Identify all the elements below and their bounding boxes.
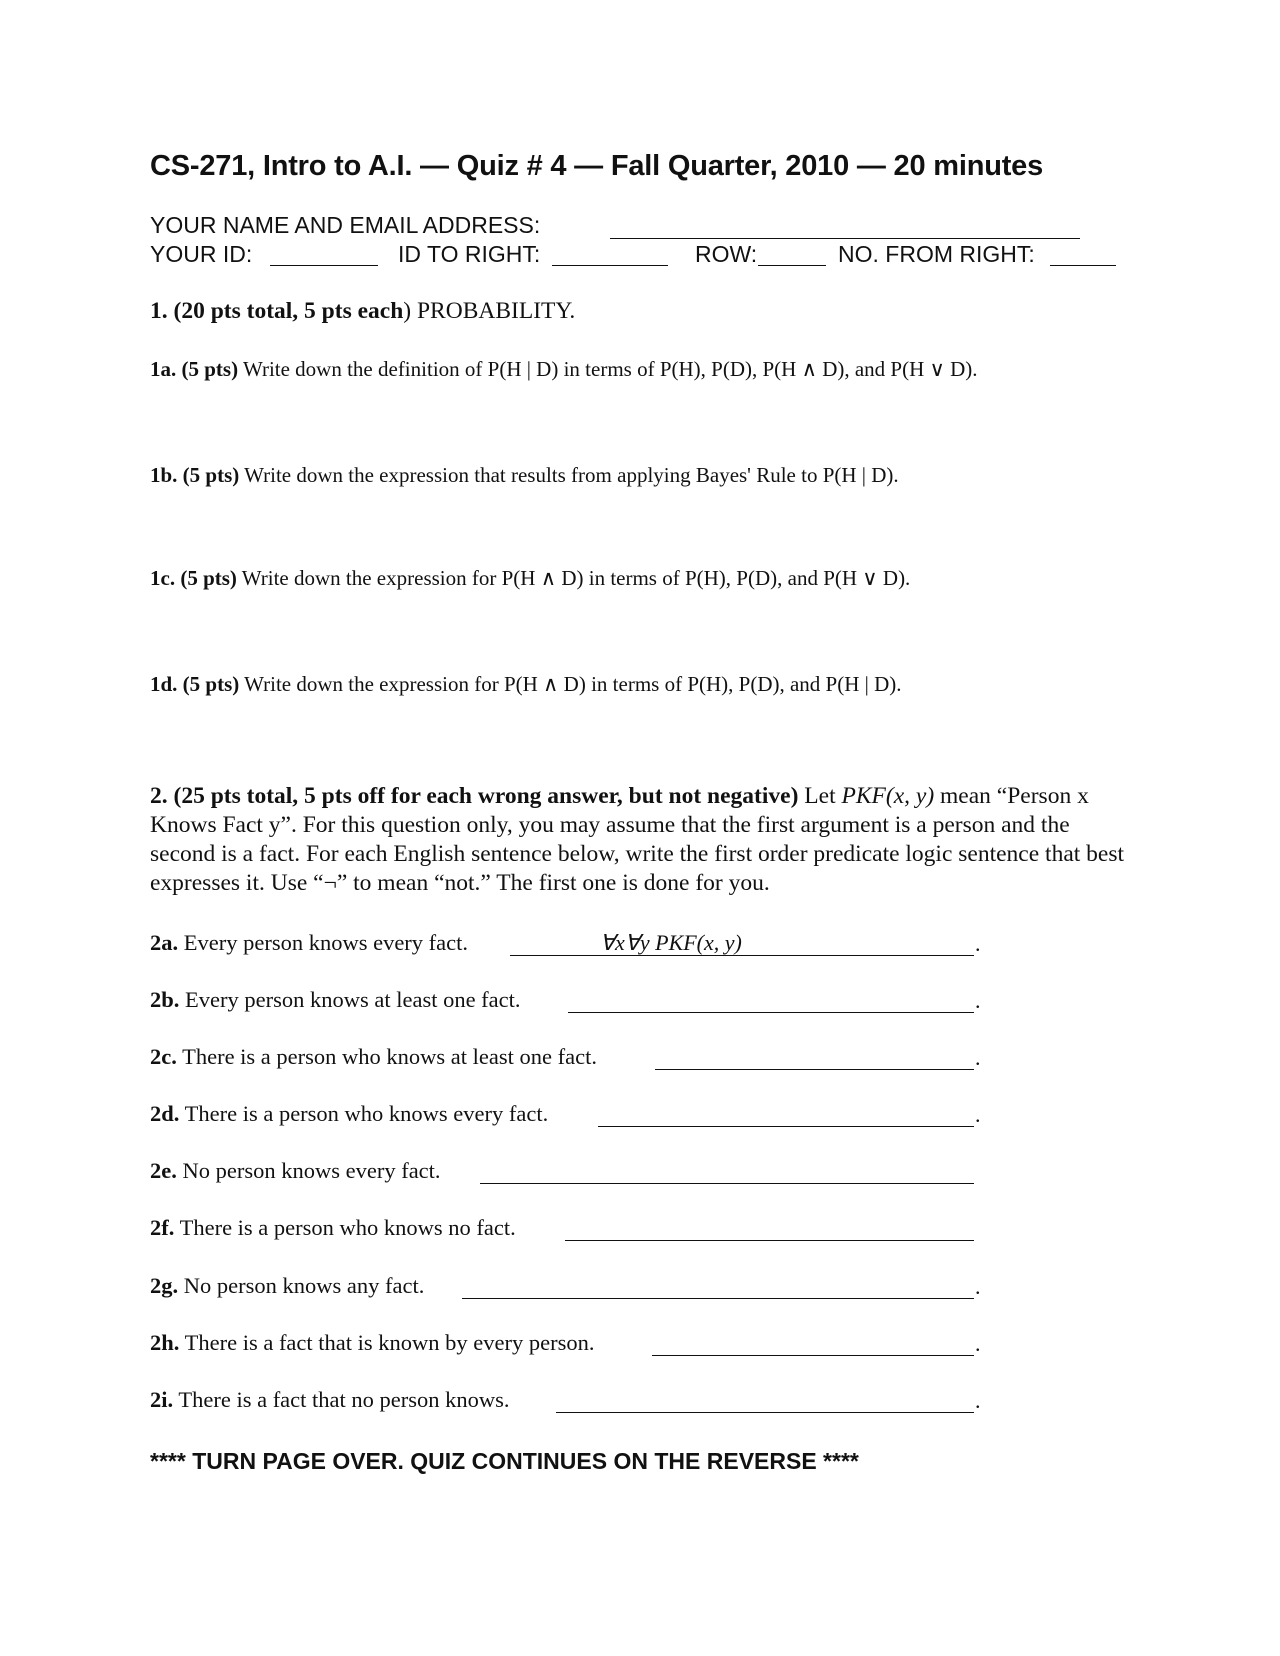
q2c-label: 2c. (150, 1044, 177, 1069)
q2-heading-bold: 2. (25 pts total, 5 pts off for each wrong answer, but not negative) (150, 783, 799, 809)
q2a-label: 2a. (150, 930, 179, 955)
q2c-period: . (975, 1045, 981, 1070)
q2i-period: . (975, 1388, 981, 1413)
q2b-answer-blank[interactable] (568, 1012, 974, 1013)
q2a-period: . (975, 931, 981, 956)
q2h (150, 1330, 594, 1356)
q2e-label: 2e. (150, 1158, 177, 1183)
q2-intro-1: Let (798, 783, 842, 809)
q2h-label: 2h. (150, 1330, 180, 1355)
q1c-text: Write down the expression for P(H ∧ D) in terms of P(H), P(D), and P(H ∨ D). (236, 566, 911, 590)
q2h-period: . (975, 1331, 981, 1356)
q1-heading-bold: 1. (20 pts total, 5 pts each (150, 298, 404, 324)
q1a-text: Write down the definition of P(H | D) in terms of P(H), P(D), P(H ∧ D), and P(H ∨ D). (238, 357, 978, 381)
q1c-label: 1c. (5 pts) (150, 566, 237, 590)
q1c (150, 566, 910, 591)
q2b (150, 987, 521, 1013)
q2i-text: There is a fact that no person knows. (173, 1387, 510, 1412)
q2g-answer-blank[interactable] (462, 1298, 974, 1299)
page-title: CS-271, Intro to A.I. — Quiz # 4 — Fall Quarter, 2010 — 20 minutes (150, 150, 1044, 182)
turn-page-notice: **** TURN PAGE OVER. QUIZ CONTINUES ON THE REVERSE **** (150, 1448, 859, 1474)
id-label: YOUR ID: (150, 241, 253, 267)
q2g-text: No person knows any fact. (178, 1273, 425, 1298)
q2-intro (150, 782, 1130, 898)
q2c-text: There is a person who knows at least one fact. (176, 1044, 597, 1069)
q2-predicate-name: PKF (841, 783, 886, 809)
id-blank[interactable] (270, 265, 378, 266)
q2f-label: 2f. (150, 1215, 175, 1240)
q2b-period: . (975, 988, 981, 1013)
q1d-label: 1d. (5 pts) (150, 672, 240, 696)
q1d-text: Write down the expression for P(H ∧ D) in terms of P(H), P(D), and P(H | D). (239, 672, 902, 696)
no-from-right-blank[interactable] (1050, 265, 1116, 266)
q2i-label: 2i. (150, 1387, 174, 1412)
row-label: ROW: (695, 241, 758, 267)
id-to-right-label: ID TO RIGHT: (398, 241, 541, 267)
q2f-text: There is a person who knows no fact. (174, 1215, 516, 1240)
q2d-answer-blank[interactable] (598, 1126, 974, 1127)
q2d-text: There is a person who knows every fact. (179, 1101, 549, 1126)
q1-heading-rest: ) PROBABILITY. (403, 298, 576, 324)
q2b-label: 2b. (150, 987, 180, 1012)
q1a (150, 357, 978, 382)
q2b-text: Every person knows at least one fact. (179, 987, 521, 1012)
q1b (150, 463, 899, 488)
q2g (150, 1273, 424, 1299)
q2e (150, 1158, 441, 1184)
q2f-answer-blank[interactable] (565, 1240, 974, 1241)
q2i (150, 1387, 510, 1413)
q1b-label: 1b. (5 pts) (150, 463, 240, 487)
q2h-text: There is a fact that is known by every person. (179, 1330, 595, 1355)
q2h-answer-blank[interactable] (652, 1355, 974, 1356)
q2a-answer: ∀x∀y PKF(x, y) (600, 930, 742, 955)
q2c (150, 1044, 597, 1070)
q2e-text: No person knows every fact. (176, 1158, 441, 1183)
q2a-text: Every person knows every fact. (178, 930, 469, 955)
q2d-label: 2d. (150, 1101, 180, 1126)
q2g-label: 2g. (150, 1273, 179, 1298)
q2a (150, 930, 468, 956)
q2g-period: . (975, 1274, 981, 1299)
q2d (150, 1101, 548, 1127)
q2f (150, 1215, 516, 1241)
q1-heading (150, 298, 575, 325)
id-to-right-blank[interactable] (552, 265, 668, 266)
q2-intro-2: mean “Person x Knows Fact y”. For this question only, you may assume that the first argument is a person and the second is a fact. For each English sentence below, write the first order predicate logic sentence that best expresses it. Use “¬” to mean “not.” The first one is done for you. (150, 783, 1125, 896)
q2-predicate-args: (x, y) (885, 783, 935, 809)
q2a-answer-blank[interactable] (510, 955, 974, 956)
q1b-text: Write down the expression that results from applying Bayes' Rule to P(H | D). (239, 463, 899, 487)
q2d-period: . (975, 1102, 981, 1127)
row-blank[interactable] (758, 265, 826, 266)
q1d (150, 672, 902, 697)
no-from-right-label: NO. FROM RIGHT: (838, 241, 1035, 267)
q2e-answer-blank[interactable] (480, 1183, 974, 1184)
q2c-answer-blank[interactable] (655, 1069, 974, 1070)
name-email-blank[interactable] (610, 238, 1080, 239)
name-email-label: YOUR NAME AND EMAIL ADDRESS: (150, 212, 541, 238)
q1a-label: 1a. (5 pts) (150, 357, 239, 381)
q2i-answer-blank[interactable] (556, 1412, 974, 1413)
